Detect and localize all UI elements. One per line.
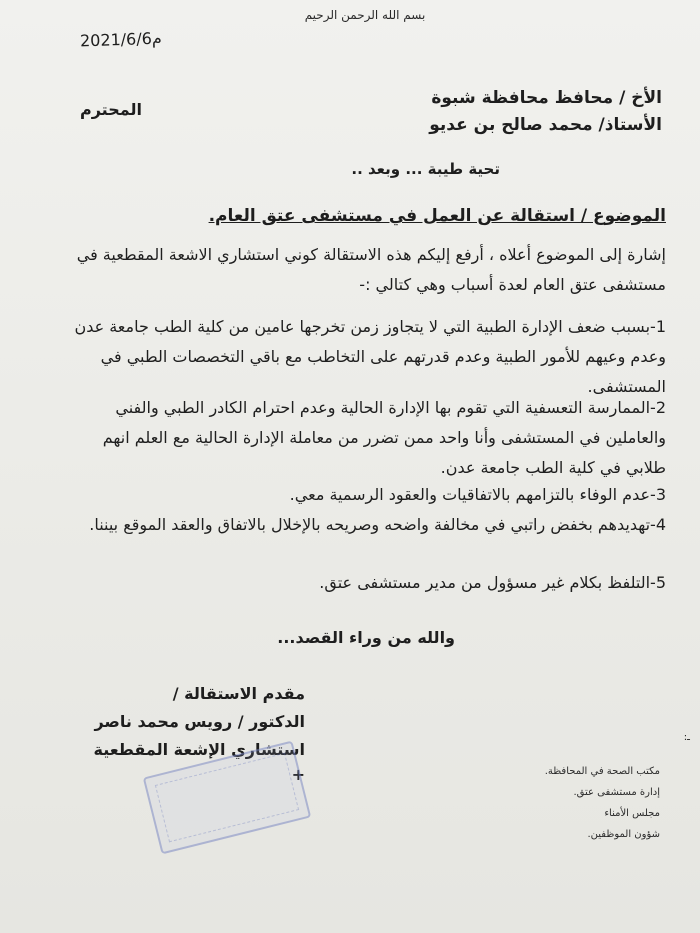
copy-recipient: مكتب الصحة في المحافظة. bbox=[544, 766, 660, 777]
copy-recipient: شؤون الموظفين. bbox=[587, 829, 660, 840]
stamp-border bbox=[155, 753, 299, 843]
reason-item: 2-الممارسة التعسفية التي تقوم بها الإدارة الحالية وعدم احترام الكادر الطبي والفني والعاملين في المستشفى وأنا واحد ممن تضرر من معاملة الإدارة الحالية مع العلم انهم طلابي في كلية الطب جامعة عدن. bbox=[102, 398, 666, 477]
copy-recipient: إدارة مستشفى عتق. bbox=[573, 787, 660, 798]
copies-heading: ـ: bbox=[683, 732, 690, 743]
signature-mark: + bbox=[291, 765, 305, 784]
copy-recipient: مجلس الأمناء bbox=[604, 808, 660, 819]
closing-line: والله من وراء القصد... bbox=[277, 628, 455, 647]
intro-paragraph: إشارة إلى الموضوع أعلاه ، أرفع إليكم هذه الاستقالة كوني استشاري الاشعة المقطعية في مستشفى عتق العام لعدة أسباب وهي كتالي :- bbox=[76, 245, 666, 294]
greeting: تحية طيبة ... وبعد .. bbox=[351, 160, 500, 178]
signature-heading: مقدم الاستقالة / bbox=[172, 684, 305, 703]
basmala: بسم الله الرحمن الرحيم bbox=[304, 8, 426, 22]
reason-item: 1-بسبب ضعف الإدارة الطبية التي لا يتجاوز زمن تخرجها عامين من كلية الطب جامعة عدن وعدم وعيهم للأمور الطبية وعدم قدرتهم على التخاطب مع باقي التخصصات الطبي في المستشفى. bbox=[74, 317, 666, 396]
subject-line: الموضوع / استقالة عن العمل في مستشفى عتق العام. bbox=[208, 206, 666, 226]
reason-item: 4-تهديدهم بخفض راتبي في مخالفة واضحه وصريحه بالإخلال بالاتفاق والعقد الموقع بيننا. bbox=[89, 515, 666, 534]
signatory-title: استشاري الإشعة المقطعية bbox=[93, 740, 305, 759]
reason-item: 5-التلفظ بكلام غير مسؤول من مدير مستشفى عتق. bbox=[319, 573, 666, 592]
salutation-title: المحترم bbox=[80, 100, 142, 119]
signatory-name: الدكتور / رويس محمد ناصر bbox=[94, 712, 305, 731]
recipient-name: الأستاذ/ محمد صالح بن عديو bbox=[429, 115, 662, 135]
reason-item: 3-عدم الوفاء بالتزامهم بالاتفاقيات والعقود الرسمية معي. bbox=[289, 485, 666, 504]
letter-date: 2021/6/6م bbox=[79, 28, 163, 51]
recipient-title: الأخ / محافظ محافظة شبوة bbox=[431, 88, 662, 108]
